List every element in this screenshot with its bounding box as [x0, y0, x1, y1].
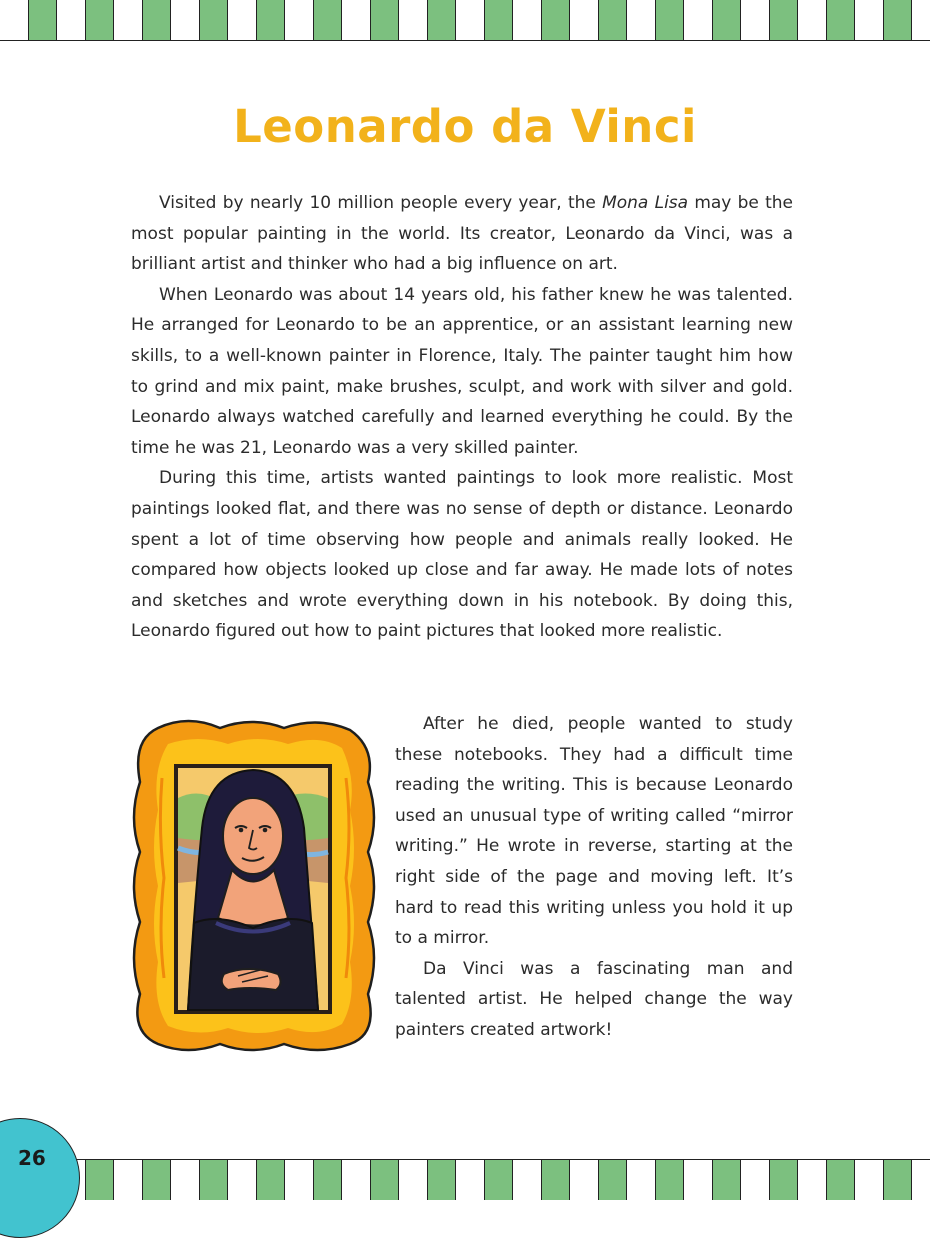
article-body-side	[395, 709, 793, 1046]
mona-lisa-frame-art	[128, 718, 380, 1056]
paragraph-1-start: Visited by nearly 10 million people every year, the	[159, 193, 603, 213]
page-number-badge	[0, 1118, 80, 1238]
bottom-stripe-border	[0, 1159, 930, 1200]
top-stripe-border	[0, 0, 930, 41]
paragraph-3: During this time, artists wanted paintings to look more realistic. Most paintings looked flat, and there was no sense of depth or distance. Leonardo spent a lot of time observing how people and animals really looked. He compared how objects looked up close and far away. He made lots of notes and sketches and wrote everything down in his notebook. By doing this, Leonardo figured out how to paint pictures that looked more realistic.	[131, 468, 793, 642]
paragraph-4: After he died, people wanted to study these notebooks. They had a difficult time reading the writing. This is because Leonardo used an unusual type of writing called “mirror writing.” He wrote in reverse, starting at the right side of the page and moving left. It’s hard to read this writing unless you hold it up to a mirror.	[395, 714, 793, 949]
mona-lisa-illustration	[128, 718, 380, 1056]
page-title: Leonardo da Vinci	[233, 100, 697, 153]
page-number: 26	[18, 1146, 46, 1170]
paragraph-5: Da Vinci was a fascinating man and talented artist. He helped change the way painters created artwork!	[395, 958, 793, 1040]
paragraph-1-end: may be the most popular painting in the world. Its creator, Leonardo da Vinci, was a brilliant artist and thinker who had a big influence on art.	[131, 193, 793, 275]
paragraph-2: When Leonardo was about 14 years old, his father knew he was talented. He arranged for Leonardo to be an apprentice, or an assistant learning new skills, to a well-known painter in Florence, Italy. The painter taught him how to grind and mix paint, make brushes, sculpt, and work with silver and gold. Leonardo always watched carefully and learned everything he could. By the time he was 21, Leonardo was a very skilled painter.	[131, 284, 793, 458]
painting-name: Mona Lisa	[602, 193, 689, 213]
paragraph-1	[131, 188, 793, 280]
article-body	[131, 188, 793, 647]
